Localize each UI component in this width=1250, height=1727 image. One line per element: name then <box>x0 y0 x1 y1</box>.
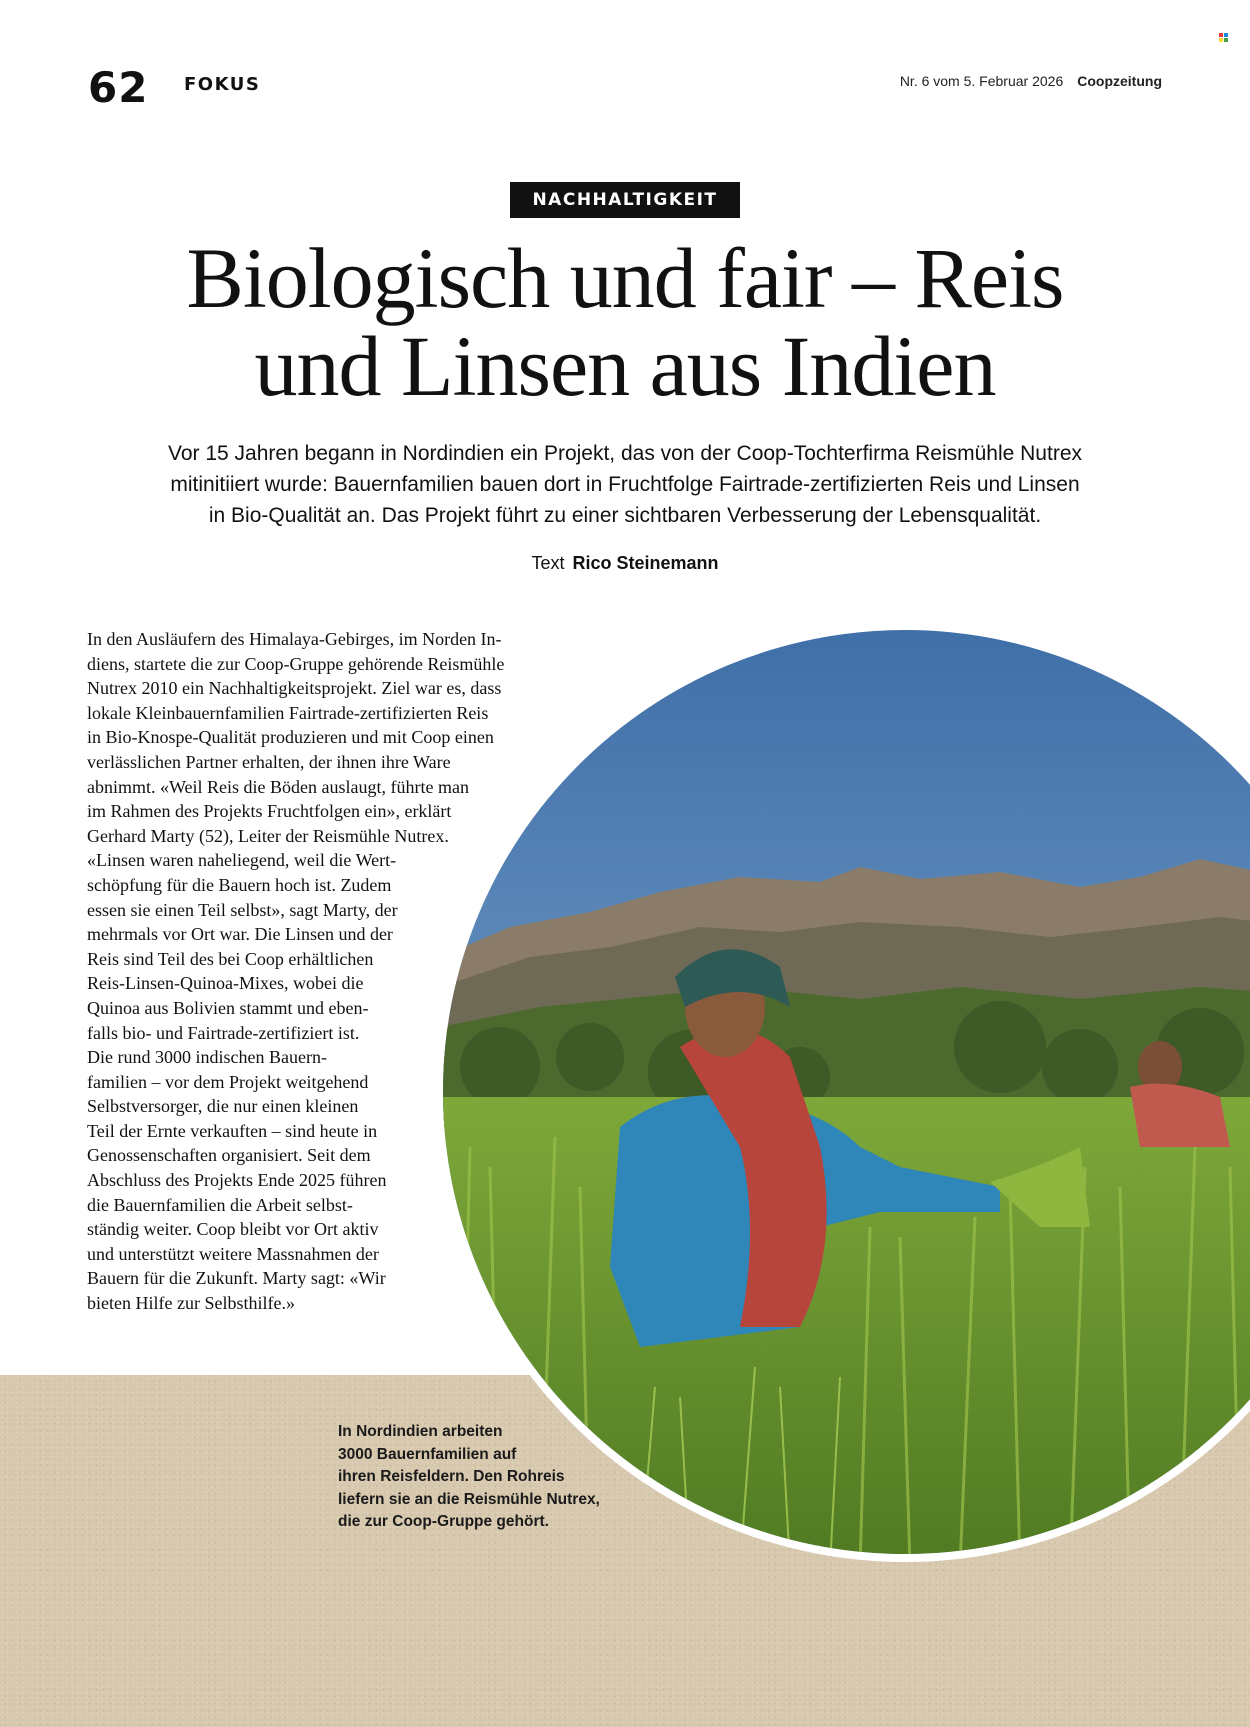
body-line: die Bauernfamilien die Arbeit selbst- <box>87 1194 353 1215</box>
body-line: Nutrex 2010 ein Nachhaltigkeitsprojekt. Ziel war es, dass <box>87 678 502 699</box>
body-line: In den Ausläufern des Himalaya-Gebirges, im Norden In- <box>87 629 502 649</box>
body-line: Quinoa aus Bolivien stammt und eben- <box>87 997 369 1018</box>
section-label: FOKUS <box>184 74 261 95</box>
headline-line: Biologisch und fair – Reis <box>186 230 1064 326</box>
body-line: familien – vor dem Projekt weitgehend <box>87 1071 369 1092</box>
body-line: Reis-Linsen-Quinoa-Mixes, wobei die <box>87 973 364 994</box>
caption-line: ihren Reisfeldern. Den Rohreis <box>338 1468 565 1485</box>
color-registration-icon <box>1219 33 1228 42</box>
byline-author: Rico Steinemann <box>572 553 719 573</box>
photo-caption <box>338 1421 628 1534</box>
body-line: Genossenschaften organisiert. Seit dem <box>87 1145 371 1166</box>
lead-line: Vor 15 Jahren begann in Nordindien ein Projekt, das von der Coop-Tochterfirma Reismühle Nutrex <box>168 442 1082 465</box>
publication-name: Coopzeitung <box>1077 73 1162 89</box>
caption-line: In Nordindien arbeiten <box>338 1423 503 1440</box>
body-line: essen sie einen Teil selbst», sagt Marty, der <box>87 899 398 920</box>
headline <box>60 230 1190 414</box>
body-line: Bauern für die Zukunft. Marty sagt: «Wir <box>87 1268 386 1289</box>
body-line: lokale Kleinbauernfamilien Fairtrade-zertifizierten Reis <box>87 702 489 723</box>
byline-label: Text <box>531 553 565 573</box>
body-line: in Bio-Knospe-Qualität produzieren und mit Coop einen <box>87 727 494 748</box>
body-line: verlässlichen Partner erhalten, der ihnen ihre Ware <box>87 751 451 772</box>
body-line: diens, startete die zur Coop-Gruppe gehörende Reismühle <box>87 653 505 674</box>
caption-line: die zur Coop-Gruppe gehört. <box>338 1513 549 1530</box>
caption-line: 3000 Bauernfamilien auf <box>338 1445 517 1463</box>
byline <box>0 553 1250 574</box>
body-line: Teil der Ernte verkauften – sind heute in <box>87 1120 378 1141</box>
lead-paragraph <box>125 438 1125 531</box>
page-number: 62 <box>88 63 149 112</box>
caption-line: liefern sie an die Reismühle Nutrex, <box>338 1490 600 1508</box>
body-line: abnimmt. «Weil Reis die Böden auslaugt, führte man <box>87 776 469 797</box>
body-line: Selbstversorger, die nur einen kleinen <box>87 1096 359 1117</box>
kicker-badge: NACHHALTIGKEIT <box>510 182 740 218</box>
body-line: «Linsen waren naheliegend, weil die Wert- <box>87 850 397 871</box>
body-line: ständig weiter. Coop bleibt vor Ort aktiv <box>87 1219 379 1240</box>
body-line: im Rahmen des Projekts Fruchtfolgen ein», erklärt <box>87 801 452 822</box>
headline-line: und Linsen aus Indien <box>254 318 996 414</box>
body-line: Gerhard Marty (52), Leiter der Reismühle Nutrex. <box>87 825 449 846</box>
issue-info <box>900 73 1162 89</box>
body-line: falls bio- und Fairtrade-zertifiziert ist. <box>87 1022 360 1043</box>
body-line: mehrmals vor Ort war. Die Linsen und der <box>87 924 393 945</box>
body-line: Die rund 3000 indischen Bauern- <box>87 1047 327 1068</box>
body-line: Reis sind Teil des bei Coop erhältlichen <box>87 948 374 969</box>
issue-date: Nr. 6 vom 5. Februar 2026 <box>899 73 1064 89</box>
body-line: und unterstützt weitere Massnahmen der <box>87 1243 379 1264</box>
body-text <box>87 627 557 1316</box>
body-line: bieten Hilfe zur Selbsthilfe.» <box>87 1293 295 1314</box>
page-header <box>88 63 1162 112</box>
lead-line: in Bio-Qualität an. Das Projekt führt zu einer sichtbaren Verbesserung der Lebensqualität. <box>208 504 1042 527</box>
body-line: Abschluss des Projekts Ende 2025 führen <box>87 1170 387 1191</box>
body-line: schöpfung für die Bauern hoch ist. Zudem <box>87 874 392 895</box>
lead-line: mitinitiiert wurde: Bauernfamilien bauen dort in Fruchtfolge Fairtrade-zertifizierten Reis und Linsen <box>170 473 1080 496</box>
